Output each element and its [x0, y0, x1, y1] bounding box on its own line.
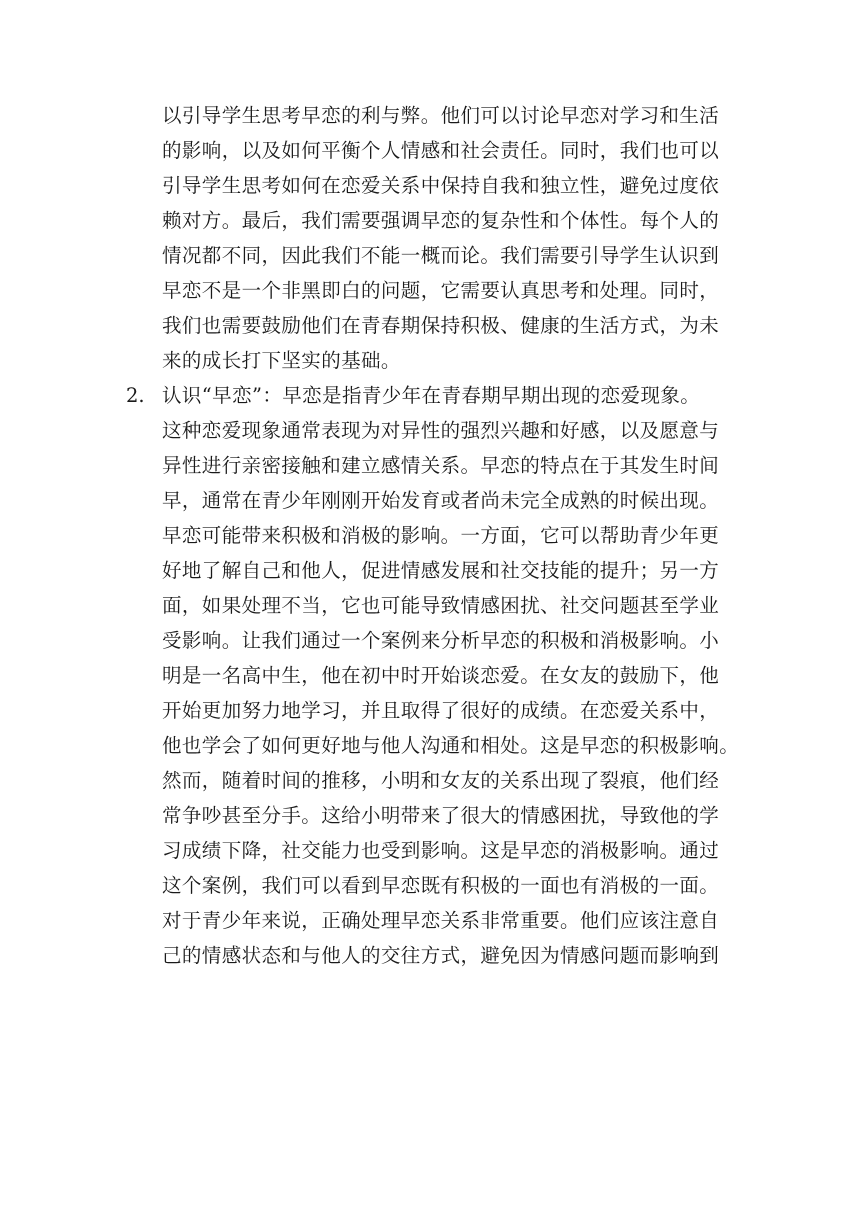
text-line: 异性进行亲密接触和建立感情关系。早恋的特点在于其发生时间 [162, 454, 720, 477]
text-line: 然而，随着时间的推移，小明和女友的关系出现了裂痕，他们经 [162, 769, 720, 792]
text-line: 引导学生思考如何在恋爱关系中保持自我和独立性，避免过度依 [162, 174, 720, 197]
text-line: 情况都不同，因此我们不能一概而论。我们需要引导学生认识到 [162, 244, 720, 267]
text-line: 面，如果处理不当，它也可能导致情感困扰、社交问题甚至学业 [162, 594, 720, 617]
text-line: 来的成长打下坚实的基础。 [162, 349, 401, 372]
text-line: 开始更加努力地学习，并且取得了很好的成绩。在恋爱关系中， [162, 699, 720, 722]
text-line: 早恋可能带来积极和消极的影响。一方面，它可以帮助青少年更 [162, 524, 720, 547]
text-line: 常争吵甚至分手。这给小明带来了很大的情感困扰，导致他的学 [162, 804, 720, 827]
text-line: 习成绩下降，社交能力也受到影响。这是早恋的消极影响。通过 [162, 839, 720, 862]
text-line: 认识“早恋”：早恋是指青少年在青春期早期出现的恋爱现象。 [162, 384, 701, 407]
text-line: 好地了解自己和他人，促进情感发展和社交技能的提升；另一方 [162, 559, 720, 582]
text-line: 早恋不是一个非黑即白的问题，它需要认真思考和处理。同时， [162, 279, 720, 302]
text-line: 这个案例，我们可以看到早恋既有积极的一面也有消极的一面。 [162, 874, 720, 897]
text-line: 对于青少年来说，正确处理早恋关系非常重要。他们应该注意自 [162, 909, 720, 932]
text-line: 的影响，以及如何平衡个人情感和社会责任。同时，我们也可以 [162, 139, 720, 162]
list-item-number: 2. [126, 384, 145, 407]
text-line: 赖对方。最后，我们需要强调早恋的复杂性和个体性。每个人的 [162, 209, 720, 232]
text-line: 明是一名高中生，他在初中时开始谈恋爱。在女友的鼓励下，他 [162, 664, 720, 687]
text-line: 这种恋爱现象通常表现为对异性的强烈兴趣和好感，以及愿意与 [162, 419, 720, 442]
text-line: 己的情感状态和与他人的交往方式，避免因为情感问题而影响到 [162, 944, 720, 967]
text-line: 他也学会了如何更好地与他人沟通和相处。这是早恋的积极影响。 [162, 734, 740, 757]
text-line: 以引导学生思考早恋的利与弊。他们可以讨论早恋对学习和生活 [162, 104, 720, 127]
text-line: 早，通常在青少年刚刚开始发育或者尚未完全成熟的时候出现。 [162, 489, 720, 512]
text-line: 我们也需要鼓励他们在青春期保持积极、健康的生活方式，为未 [162, 314, 720, 337]
text-line: 受影响。让我们通过一个案例来分析早恋的积极和消极影响。小 [162, 629, 720, 652]
